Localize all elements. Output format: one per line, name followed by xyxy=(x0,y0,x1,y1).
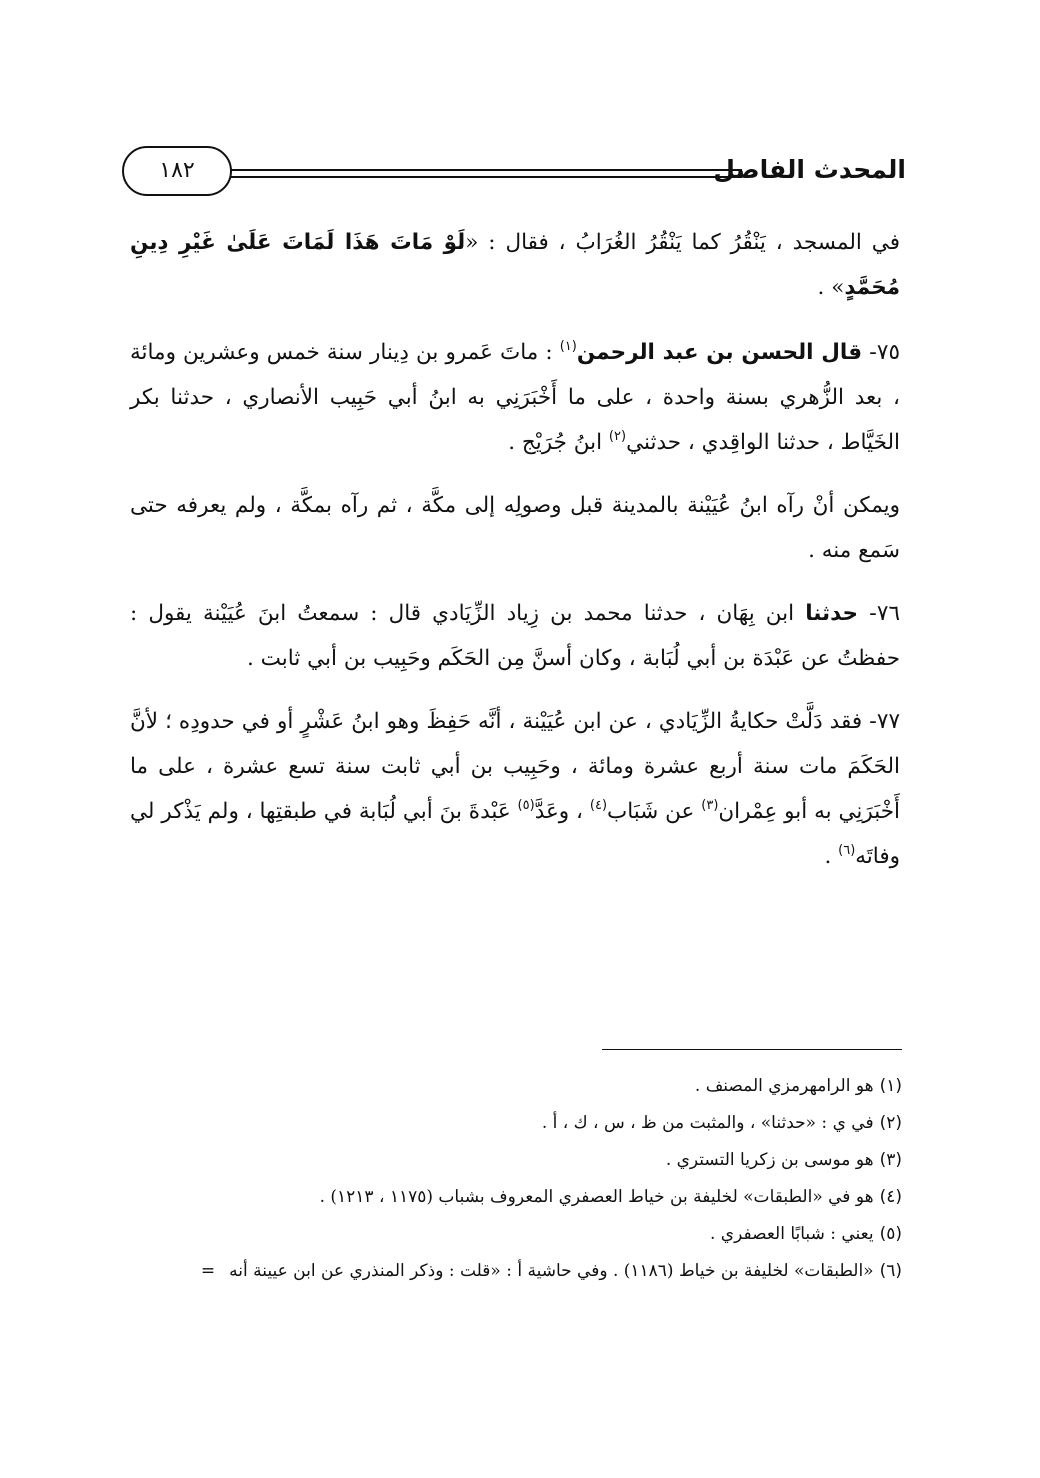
paragraph-text: ويمكن أنْ رآه ابنُ عُيَيْنة بالمدينة قبل وصولِه إلى مكَّة ، ثم رآه بمكَّة ، ولم يعرفه حتى سَمع منه . xyxy=(130,493,900,563)
hadith-lead: حدثنا xyxy=(805,601,859,626)
paragraph-76 xyxy=(130,591,900,681)
paragraph-text: عَبْدةَ بنَ أبي لُبَابة في طبقتِها ، ولم يَذْكر لي وفاتَه xyxy=(130,799,900,869)
quote-close: » . xyxy=(817,275,845,300)
paragraph-text: . xyxy=(824,844,839,869)
footnote-number: (٣) xyxy=(879,1150,902,1170)
footnote-text: في ي : «حدثنا» ، والمثبت من ظ ، س ، ك ، أ . xyxy=(541,1113,874,1133)
footnote-ref-6: (٦) xyxy=(838,843,856,858)
footnote-text: هو في «الطبقات» لخليفة بن خياط العصفري المعروف بشباب (١١٧٥ ، ١٢١٣) . xyxy=(319,1187,874,1207)
paragraph-number: ٧٦- xyxy=(869,601,900,626)
footnote-ref-3: (٣) xyxy=(701,798,719,813)
paragraph-continuation xyxy=(130,220,900,310)
paragraph-77 xyxy=(130,699,900,879)
paragraph-text: ابن بِهَان ، حدثنا محمد بن زِياد الزِّيَادي قال : سمعتُ ابنَ عُيَيْنة يقول : حفظتُ عن عَبْدَة بن أبي لُبَابة ، وكان أسنَّ مِن الحَكَم وحَبِيب بن أبي ثابت . xyxy=(130,601,900,671)
footnote-6 xyxy=(100,1255,902,1287)
header-rule-bottom xyxy=(230,176,742,178)
footnote-text: هو الرامهرمزي المصنف . xyxy=(694,1076,874,1096)
paragraph-text: عن شَبَاب xyxy=(607,799,702,824)
speaker-name: قال الحسن بن عبد الرحمن xyxy=(576,340,863,365)
footnote-ref-1: (١) xyxy=(559,339,577,354)
footnote-ref-5: (٥) xyxy=(517,798,535,813)
page-number: ١٨٢ xyxy=(122,146,232,196)
main-text xyxy=(130,220,900,897)
footnote-ref-4: (٤) xyxy=(589,798,608,813)
footnote-5 xyxy=(100,1218,902,1250)
paragraph-text: ابنُ جُرَيْج . xyxy=(508,430,609,455)
paragraph-commentary xyxy=(130,483,900,573)
running-title: المحدث الفاصل xyxy=(713,155,906,184)
footnote-number: (٢) xyxy=(879,1113,902,1133)
paragraph-75 xyxy=(130,330,900,465)
footnote-ref-2: (٢) xyxy=(608,429,627,444)
footnote-text: «الطبقات» لخليفة بن خياط (١١٨٦) . وفي حاشية أ : «قلت : وذكر المنذري عن ابن عيينة أنه xyxy=(229,1261,874,1281)
paragraph-text: ، وعَدَّ xyxy=(534,799,590,824)
footnote-2 xyxy=(100,1107,902,1139)
paragraph-text: في المسجد ، يَنْقُرُ كما يَنْقُرُ الغُرَابُ ، فقال : « xyxy=(465,230,900,255)
paragraph-text: فقد دَلَّتْ حكايةُ الزِّيَادي ، عن ابن عُيَيْنة ، أنَّه حَفِظَ وهو ابنُ عَشْرٍ أو في حدودِه ؛ لأنَّ الحَكَمَ مات سنة أربع عشرة ومائة ، وحَبِيب بن أبي ثابت سنة تسع عشرة ، على ما أَخْبَرَنِي به أبو عِمْران xyxy=(130,709,900,824)
footnote-number: (٥) xyxy=(879,1224,902,1244)
page-header xyxy=(122,146,906,206)
footnote-1 xyxy=(100,1070,902,1102)
hadith-quote: لَوْ مَاتَ هَذَا لَمَاتَ عَلَىٰ غَيْرِ دِينِ مُحَمَّدٍ xyxy=(130,230,900,300)
footnotes xyxy=(100,1070,902,1292)
footnote-3 xyxy=(100,1144,902,1176)
footnote-text: هو موسى بن زكريا التستري . xyxy=(665,1150,874,1170)
paragraph-number: ٧٥- xyxy=(869,340,900,365)
continuation-mark: = xyxy=(200,1261,216,1281)
footnote-number: (٦) xyxy=(879,1261,902,1281)
paragraph-text: : ماتَ عَمرو بن دِينار سنة خمس وعشرين ومائة ، بعد الزُّهري بسنة واحدة ، على ما أَخْبَرَنِي به ابنُ أبي حَبِيب الأنصاري ، حدثنا بكر الخَيَّاط ، حدثنا الواقِدي ، حدثني xyxy=(130,340,900,455)
paragraph-number: ٧٧- xyxy=(869,709,900,734)
footnote-separator xyxy=(602,1049,902,1050)
footnote-number: (٤) xyxy=(879,1187,902,1207)
footnote-4 xyxy=(100,1181,902,1213)
footnote-text: يعني : شبابًا العصفري . xyxy=(710,1224,874,1244)
footnote-number: (١) xyxy=(879,1076,902,1096)
header-rule-top xyxy=(230,169,742,171)
